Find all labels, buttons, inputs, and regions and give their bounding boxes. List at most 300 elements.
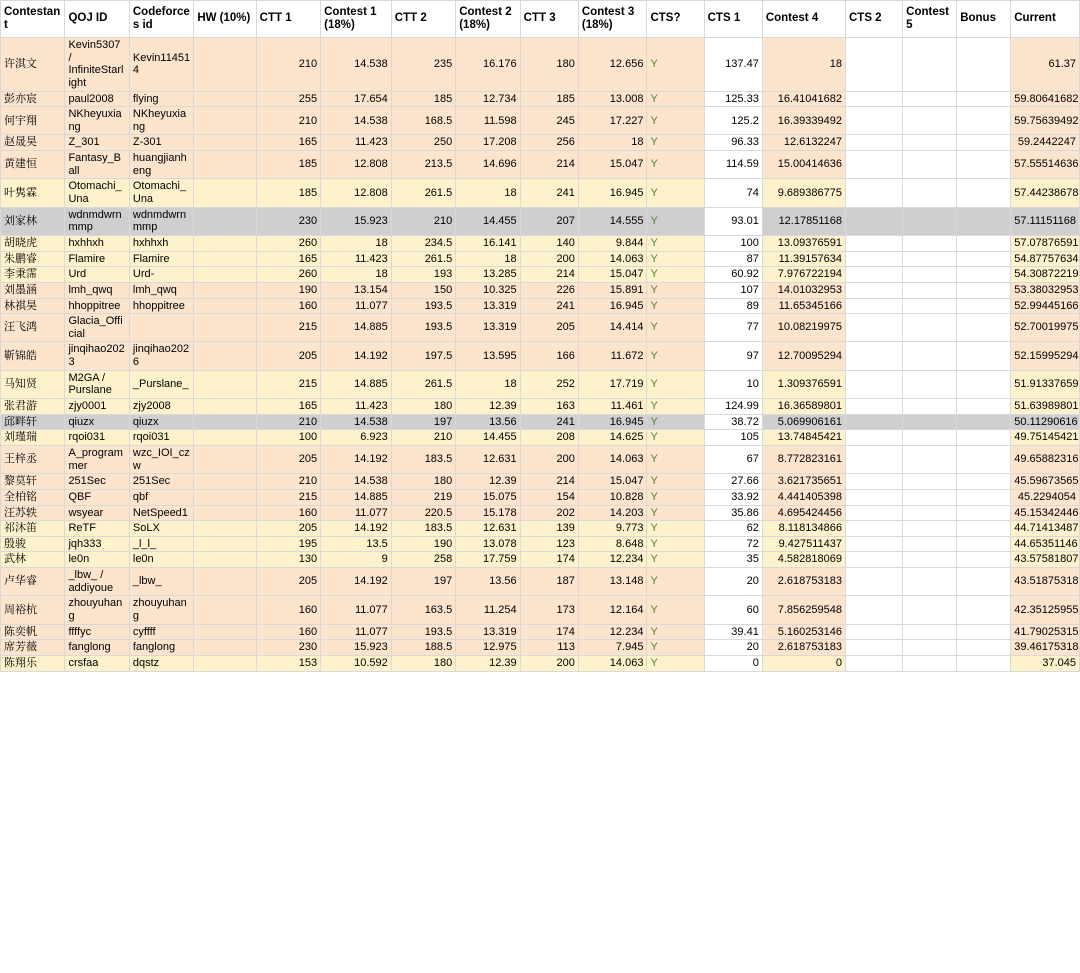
cell-codeforces-id: 251Sec (129, 474, 193, 490)
cell-ctt3: 241 (520, 414, 578, 430)
cell-cts: Y (647, 342, 704, 370)
cell-ctt2: 188.5 (391, 640, 455, 656)
table-row (1, 107, 1080, 135)
cell-qoj-id: jinqihao2023 (65, 342, 129, 370)
cell-ctt2: 197 (391, 568, 455, 596)
cell-contest4: 12.70095294 (762, 342, 845, 370)
cell-contest4: 4.441405398 (762, 489, 845, 505)
cell-contestant: 叶隽霖 (1, 179, 65, 207)
cell-cts: Y (647, 282, 704, 298)
cell-cts1: 125.2 (704, 107, 762, 135)
cell-qoj-id: A_programmer (65, 445, 129, 473)
cell-contest1: 14.885 (321, 370, 392, 398)
cell-ctt2: 190 (391, 536, 455, 552)
cell-ctt2: 185 (391, 91, 455, 107)
cell-contest5 (903, 430, 957, 446)
cell-contestant: 何宇翔 (1, 107, 65, 135)
cell-contest3: 12.164 (578, 596, 647, 624)
table-row (1, 640, 1080, 656)
cell-contestant: 祁沐笛 (1, 521, 65, 537)
cell-qoj-id: fanglong (65, 640, 129, 656)
cell-hw (194, 207, 256, 235)
cell-ctt3: 139 (520, 521, 578, 537)
cell-cts2 (845, 596, 902, 624)
cell-codeforces-id: flying (129, 91, 193, 107)
cell-current: 59.75639492 (1011, 107, 1080, 135)
column-header-cts2: CTS 2 (845, 1, 902, 38)
cell-ctt3: 241 (520, 298, 578, 314)
cell-current: 50.11290616 (1011, 414, 1080, 430)
cell-contest2: 16.141 (456, 235, 520, 251)
cell-ctt1: 165 (256, 135, 320, 151)
table-row (1, 251, 1080, 267)
cell-contest5 (903, 399, 957, 415)
cell-qoj-id: QBF (65, 489, 129, 505)
cell-ctt1: 230 (256, 207, 320, 235)
cell-cts2 (845, 251, 902, 267)
cell-cts2 (845, 445, 902, 473)
cell-contest4: 9.689386775 (762, 179, 845, 207)
cell-contest5 (903, 521, 957, 537)
cell-hw (194, 624, 256, 640)
cell-contest5 (903, 474, 957, 490)
cell-contest1: 18 (321, 235, 392, 251)
cell-codeforces-id: Flamire (129, 251, 193, 267)
cell-ctt3: 166 (520, 342, 578, 370)
cell-ctt2: 193.5 (391, 314, 455, 342)
cell-current: 45.2294054 (1011, 489, 1080, 505)
cell-contest2: 12.734 (456, 91, 520, 107)
cell-contest5 (903, 267, 957, 283)
cell-ctt2: 261.5 (391, 370, 455, 398)
cell-contest3: 14.203 (578, 505, 647, 521)
cell-current: 37.045 (1011, 655, 1080, 671)
cell-contest2: 12.39 (456, 399, 520, 415)
cell-contest2: 11.254 (456, 596, 520, 624)
column-header-contest5: Contest 5 (903, 1, 957, 38)
cell-contestant: 张君游 (1, 399, 65, 415)
cell-cts2 (845, 521, 902, 537)
cell-contestant: 席芳薇 (1, 640, 65, 656)
column-header-codeforces-id: Codeforces id (129, 1, 193, 38)
cell-ctt1: 130 (256, 552, 320, 568)
cell-ctt1: 160 (256, 596, 320, 624)
cell-ctt3: 140 (520, 235, 578, 251)
cell-contest2: 10.325 (456, 282, 520, 298)
cell-qoj-id: hhoppitree (65, 298, 129, 314)
cell-contest3: 11.461 (578, 399, 647, 415)
cell-codeforces-id: NetSpeed1 (129, 505, 193, 521)
cell-contest1: 14.538 (321, 414, 392, 430)
cell-contest2: 12.631 (456, 445, 520, 473)
cell-codeforces-id: _lbw_ (129, 568, 193, 596)
cell-contest4: 4.582818069 (762, 552, 845, 568)
cell-contest4: 7.976722194 (762, 267, 845, 283)
cell-contest2: 15.178 (456, 505, 520, 521)
cell-current: 52.15995294 (1011, 342, 1080, 370)
cell-codeforces-id: NKheyuxiang (129, 107, 193, 135)
cell-current: 52.99445166 (1011, 298, 1080, 314)
cell-contest4: 7.856259548 (762, 596, 845, 624)
cell-contest4: 11.65345166 (762, 298, 845, 314)
cell-cts1: 124.99 (704, 399, 762, 415)
cell-codeforces-id: Urd- (129, 267, 193, 283)
cell-hw (194, 596, 256, 624)
cell-ctt3: 202 (520, 505, 578, 521)
cell-contest4: 2.618753183 (762, 640, 845, 656)
table-body (1, 38, 1080, 672)
cell-codeforces-id: hxhhxh (129, 235, 193, 251)
cell-cts1: 77 (704, 314, 762, 342)
cell-qoj-id: Otomachi_Una (65, 179, 129, 207)
cell-cts1: 67 (704, 445, 762, 473)
cell-current: 45.15342446 (1011, 505, 1080, 521)
cell-codeforces-id: qiuzx (129, 414, 193, 430)
cell-ctt1: 160 (256, 505, 320, 521)
cell-cts: Y (647, 151, 704, 179)
column-header-current: Current (1011, 1, 1080, 38)
cell-current: 43.51875318 (1011, 568, 1080, 596)
table-row (1, 552, 1080, 568)
cell-bonus (957, 298, 1011, 314)
cell-bonus (957, 399, 1011, 415)
cell-cts1: 39.41 (704, 624, 762, 640)
cell-contest4: 13.74845421 (762, 430, 845, 446)
cell-contest2: 14.455 (456, 207, 520, 235)
table-row (1, 370, 1080, 398)
cell-ctt3: 214 (520, 151, 578, 179)
cell-contest1: 11.423 (321, 135, 392, 151)
cell-hw (194, 298, 256, 314)
cell-contest5 (903, 489, 957, 505)
cell-ctt1: 255 (256, 91, 320, 107)
cell-codeforces-id: qbf (129, 489, 193, 505)
cell-contest5 (903, 207, 957, 235)
cell-ctt3: 174 (520, 552, 578, 568)
cell-current: 59.80641682 (1011, 91, 1080, 107)
cell-contest5 (903, 235, 957, 251)
cell-codeforces-id: SoLX (129, 521, 193, 537)
cell-qoj-id: Urd (65, 267, 129, 283)
cell-ctt3: 180 (520, 38, 578, 92)
cell-cts1: 93.01 (704, 207, 762, 235)
cell-hw (194, 568, 256, 596)
cell-codeforces-id: _Purslane_ (129, 370, 193, 398)
cell-contest1: 14.192 (321, 521, 392, 537)
cell-contest3: 15.047 (578, 267, 647, 283)
cell-cts1: 74 (704, 179, 762, 207)
cell-qoj-id: crsfaa (65, 655, 129, 671)
cell-contest1: 11.077 (321, 298, 392, 314)
cell-ctt1: 153 (256, 655, 320, 671)
cell-ctt3: 163 (520, 399, 578, 415)
cell-hw (194, 282, 256, 298)
cell-cts2 (845, 568, 902, 596)
cell-cts1: 33.92 (704, 489, 762, 505)
cell-contest3: 14.625 (578, 430, 647, 446)
cell-cts2 (845, 370, 902, 398)
cell-contest3: 9.844 (578, 235, 647, 251)
cell-contest3: 14.063 (578, 445, 647, 473)
cell-cts: Y (647, 235, 704, 251)
cell-cts2 (845, 536, 902, 552)
cell-contest3: 9.773 (578, 521, 647, 537)
cell-cts2 (845, 151, 902, 179)
cell-contest5 (903, 282, 957, 298)
cell-ctt2: 180 (391, 399, 455, 415)
cell-contestant: 赵晟昊 (1, 135, 65, 151)
cell-current: 49.65882316 (1011, 445, 1080, 473)
table-row (1, 568, 1080, 596)
cell-contest5 (903, 596, 957, 624)
cell-ctt2: 235 (391, 38, 455, 92)
cell-contest3: 16.945 (578, 179, 647, 207)
table-row (1, 38, 1080, 92)
table-row (1, 655, 1080, 671)
cell-hw (194, 370, 256, 398)
cell-hw (194, 135, 256, 151)
cell-contest5 (903, 298, 957, 314)
cell-ctt3: 123 (520, 536, 578, 552)
cell-contest3: 11.672 (578, 342, 647, 370)
cell-ctt1: 230 (256, 640, 320, 656)
cell-ctt3: 173 (520, 596, 578, 624)
cell-ctt3: 200 (520, 445, 578, 473)
column-header-ctt3: CTT 3 (520, 1, 578, 38)
cell-codeforces-id: cyffff (129, 624, 193, 640)
cell-hw (194, 430, 256, 446)
cell-bonus (957, 107, 1011, 135)
cell-current: 39.46175318 (1011, 640, 1080, 656)
cell-contest1: 11.423 (321, 251, 392, 267)
cell-cts: Y (647, 399, 704, 415)
cell-cts1: 96.33 (704, 135, 762, 151)
cell-cts2 (845, 207, 902, 235)
cell-contest1: 15.923 (321, 640, 392, 656)
cell-ctt1: 260 (256, 235, 320, 251)
cell-contest1: 9 (321, 552, 392, 568)
cell-qoj-id: le0n (65, 552, 129, 568)
cell-ctt2: 183.5 (391, 445, 455, 473)
cell-contest5 (903, 151, 957, 179)
table-row (1, 342, 1080, 370)
cell-qoj-id: ffffyc (65, 624, 129, 640)
cell-current: 54.30872219 (1011, 267, 1080, 283)
cell-qoj-id: paul2008 (65, 91, 129, 107)
cell-bonus (957, 235, 1011, 251)
column-header-contest2: Contest 2 (18%) (456, 1, 520, 38)
cell-qoj-id: Z_301 (65, 135, 129, 151)
column-header-qoj-id: QOJ ID (65, 1, 129, 38)
cell-ctt2: 261.5 (391, 251, 455, 267)
cell-contest4: 5.069906161 (762, 414, 845, 430)
cell-hw (194, 489, 256, 505)
table-row (1, 207, 1080, 235)
cell-ctt2: 197 (391, 414, 455, 430)
cell-cts: Y (647, 314, 704, 342)
cell-contest2: 17.759 (456, 552, 520, 568)
cell-contest5 (903, 640, 957, 656)
cell-qoj-id: wdnmdwrnmmp (65, 207, 129, 235)
cell-cts: Y (647, 298, 704, 314)
cell-codeforces-id: jinqihao2026 (129, 342, 193, 370)
table-row (1, 314, 1080, 342)
cell-bonus (957, 135, 1011, 151)
cell-cts: Y (647, 370, 704, 398)
cell-bonus (957, 282, 1011, 298)
cell-codeforces-id: hhoppitree (129, 298, 193, 314)
cell-hw (194, 640, 256, 656)
cell-contest5 (903, 251, 957, 267)
table-row (1, 596, 1080, 624)
cell-ctt1: 210 (256, 107, 320, 135)
cell-contest2: 18 (456, 251, 520, 267)
cell-bonus (957, 370, 1011, 398)
cell-contest5 (903, 655, 957, 671)
cell-codeforces-id: huangjianheng (129, 151, 193, 179)
cell-contest1: 11.423 (321, 399, 392, 415)
cell-contest2: 12.975 (456, 640, 520, 656)
cell-contest3: 14.063 (578, 251, 647, 267)
cell-ctt3: 154 (520, 489, 578, 505)
cell-ctt3: 214 (520, 474, 578, 490)
column-header-contest1: Contest 1 (18%) (321, 1, 392, 38)
cell-contest4: 2.618753183 (762, 568, 845, 596)
cell-ctt3: 174 (520, 624, 578, 640)
cell-contest4: 9.427511437 (762, 536, 845, 552)
cell-contest4: 8.772823161 (762, 445, 845, 473)
cell-ctt1: 205 (256, 568, 320, 596)
cell-codeforces-id: wzc_IOI_czw (129, 445, 193, 473)
cell-contest3: 8.648 (578, 536, 647, 552)
cell-hw (194, 505, 256, 521)
cell-codeforces-id: le0n (129, 552, 193, 568)
cell-cts1: 105 (704, 430, 762, 446)
cell-ctt2: 163.5 (391, 596, 455, 624)
cell-current: 53.38032953 (1011, 282, 1080, 298)
cell-contest1: 18 (321, 267, 392, 283)
cell-ctt3: 187 (520, 568, 578, 596)
cell-cts: Y (647, 207, 704, 235)
cell-cts1: 60.92 (704, 267, 762, 283)
cell-current: 54.87757634 (1011, 251, 1080, 267)
cell-contestant: 朱鹏睿 (1, 251, 65, 267)
cell-contest1: 14.538 (321, 38, 392, 92)
cell-cts2 (845, 655, 902, 671)
cell-bonus (957, 267, 1011, 283)
cell-contest1: 13.5 (321, 536, 392, 552)
cell-contest2: 16.176 (456, 38, 520, 92)
cell-cts: Y (647, 414, 704, 430)
cell-contest4: 5.160253146 (762, 624, 845, 640)
cell-contestant: 李秉霈 (1, 267, 65, 283)
cell-contest4: 12.17851168 (762, 207, 845, 235)
column-header-bonus: Bonus (957, 1, 1011, 38)
table-row (1, 135, 1080, 151)
cell-bonus (957, 38, 1011, 92)
cell-contest1: 14.538 (321, 474, 392, 490)
cell-contest5 (903, 536, 957, 552)
cell-current: 51.91337659 (1011, 370, 1080, 398)
cell-ctt1: 210 (256, 414, 320, 430)
cell-current: 57.44238678 (1011, 179, 1080, 207)
cell-contestant: 武林 (1, 552, 65, 568)
cell-contest2: 11.598 (456, 107, 520, 135)
cell-cts: Y (647, 505, 704, 521)
cell-cts: Y (647, 624, 704, 640)
cell-ctt2: 193.5 (391, 624, 455, 640)
cell-contestant: 汪飞鸿 (1, 314, 65, 342)
cell-current: 49.75145421 (1011, 430, 1080, 446)
cell-contest4: 13.09376591 (762, 235, 845, 251)
cell-cts1: 0 (704, 655, 762, 671)
cell-contest3: 13.148 (578, 568, 647, 596)
column-header-ctt1: CTT 1 (256, 1, 320, 38)
cell-cts1: 35.86 (704, 505, 762, 521)
cell-cts: Y (647, 640, 704, 656)
cell-cts2 (845, 91, 902, 107)
cell-codeforces-id: fanglong (129, 640, 193, 656)
column-header-cts: CTS? (647, 1, 704, 38)
cell-contest5 (903, 414, 957, 430)
cell-contest1: 15.923 (321, 207, 392, 235)
cell-contest5 (903, 445, 957, 473)
cell-contest5 (903, 179, 957, 207)
cell-contest3: 12.656 (578, 38, 647, 92)
cell-contestant: 卢华睿 (1, 568, 65, 596)
cell-cts2 (845, 399, 902, 415)
cell-contest1: 13.154 (321, 282, 392, 298)
cell-bonus (957, 414, 1011, 430)
cell-hw (194, 151, 256, 179)
cell-contest4: 14.01032953 (762, 282, 845, 298)
table-row (1, 430, 1080, 446)
cell-ctt2: 219 (391, 489, 455, 505)
cell-qoj-id: zhouyuhang (65, 596, 129, 624)
cell-bonus (957, 640, 1011, 656)
cell-contest3: 13.008 (578, 91, 647, 107)
cell-contest3: 10.828 (578, 489, 647, 505)
cell-contest5 (903, 568, 957, 596)
cell-bonus (957, 536, 1011, 552)
cell-qoj-id: 251Sec (65, 474, 129, 490)
cell-ctt3: 256 (520, 135, 578, 151)
cell-cts1: 60 (704, 596, 762, 624)
table-row (1, 489, 1080, 505)
cell-ctt1: 205 (256, 521, 320, 537)
cell-ctt1: 160 (256, 298, 320, 314)
cell-contest3: 15.047 (578, 151, 647, 179)
table-row (1, 521, 1080, 537)
cell-hw (194, 91, 256, 107)
cell-ctt3: 205 (520, 314, 578, 342)
cell-contest5 (903, 370, 957, 398)
cell-hw (194, 655, 256, 671)
cell-cts2 (845, 414, 902, 430)
cell-contestant: 胡晓虎 (1, 235, 65, 251)
cell-ctt1: 165 (256, 399, 320, 415)
table-row (1, 151, 1080, 179)
cell-cts: Y (647, 251, 704, 267)
cell-ctt2: 210 (391, 207, 455, 235)
cell-qoj-id: wsyear (65, 505, 129, 521)
cell-contest4: 16.39339492 (762, 107, 845, 135)
cell-contestant: 邱畔轩 (1, 414, 65, 430)
cell-cts1: 87 (704, 251, 762, 267)
cell-contest2: 12.39 (456, 655, 520, 671)
cell-bonus (957, 474, 1011, 490)
cell-contest2: 13.319 (456, 314, 520, 342)
